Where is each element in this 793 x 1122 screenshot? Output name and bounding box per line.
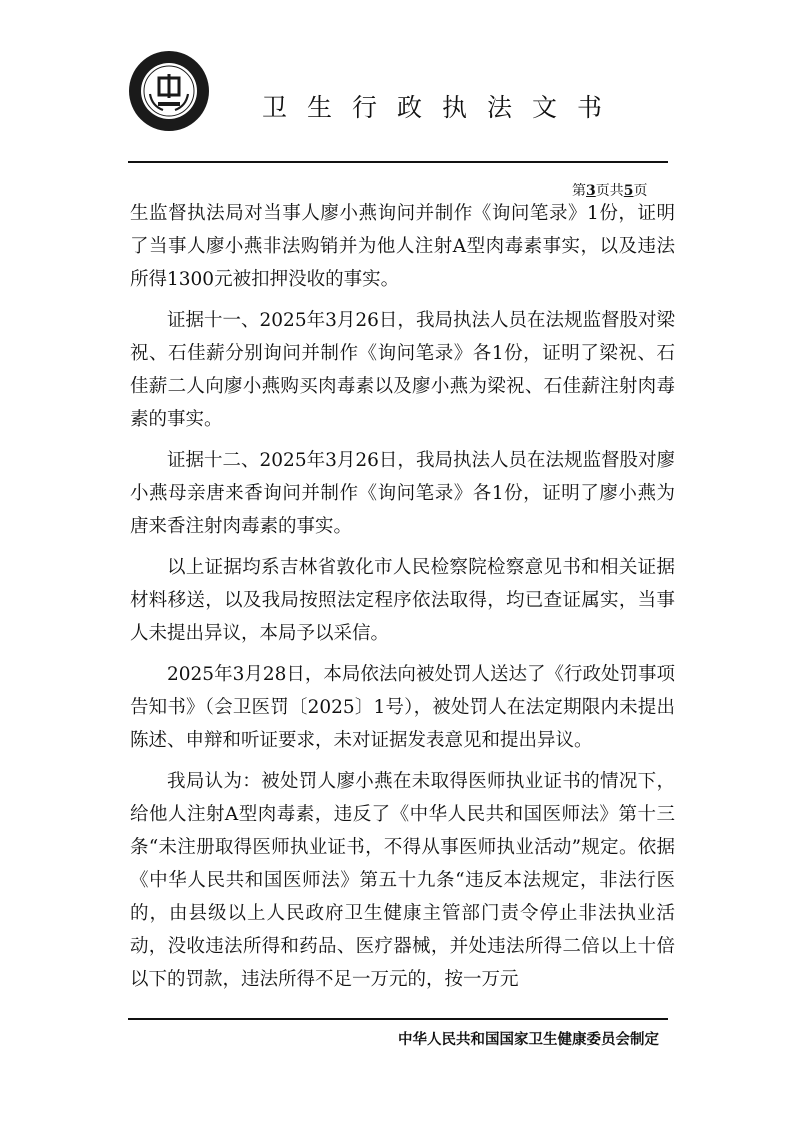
paragraph-evidence-12: 证据十二、2025年3月26日，我局执法人员在法规监督股对廖小燕母亲唐来香询问并制作《询问笔录》各1份，证明了廖小燕为唐来香注射肉毒素的事实。 — [130, 450, 675, 537]
header-divider — [128, 161, 668, 163]
health-inspection-emblem — [128, 50, 210, 132]
document-title: 卫生行政执法文书 — [262, 93, 623, 122]
paragraph-notification: 2025年3月28日，本局依法向被处罚人送达了《行政处罚事项告知书》（会卫医罚〔2025〕1号），被处罚人在法定期限内未提出陈述、申辩和听证要求，未对证据发表意见和提出异议。 — [130, 664, 675, 751]
paragraph-continued: 生监督执法局对当事人廖小燕询问并制作《询问笔录》1份，证明了当事人廖小燕非法购销并为他人注射A型肉毒素事实，以及违法所得1300元被扣押没收的事实。 — [130, 203, 675, 290]
page-middle: 页共 — [595, 183, 624, 199]
page-total: 5 — [623, 183, 634, 199]
issuer-line: 中华人民共和国国家卫生健康委员会制定 — [398, 1032, 659, 1048]
paragraph-finding: 我局认为：被处罚人廖小燕在未取得医师执业证书的情况下，给他人注射A型肉毒素，违反了《中华人民共和国医师法》第十三条“未注册取得医师执业证书，不得从事医师执业活动”规定。依据《中华人民共和国医师法》第五十九条“违反本法规定，非法行医的，由县级以上人民政府卫生健康主管部门责令停止非法执业活动，没收违法所得和药品、医疗器械，并处违法所得二倍以上十倍以下的罚款，违法所得不足一万元的，按一万元 — [130, 771, 675, 990]
footer-divider — [128, 1018, 668, 1020]
page-prefix: 第 — [572, 183, 586, 199]
page-suffix: 页 — [633, 183, 648, 199]
document-body — [130, 197, 675, 1004]
paragraph-evidence-summary: 以上证据均系吉林省敦化市人民检察院检察意见书和相关证据材料移送，以及我局按照法定程序依法取得，均已查证属实，当事人未提出异议，本局予以采信。 — [130, 557, 675, 644]
page-current: 3 — [586, 183, 596, 199]
paragraph-evidence-11: 证据十一、2025年3月26日，我局执法人员在法规监督股对梁祝、石佳薪分别询问并制作《询问笔录》各1份，证明了梁祝、石佳薪二人向廖小燕购买肉毒素以及廖小燕为梁祝、石佳薪注射肉毒素的事实。 — [130, 310, 675, 430]
